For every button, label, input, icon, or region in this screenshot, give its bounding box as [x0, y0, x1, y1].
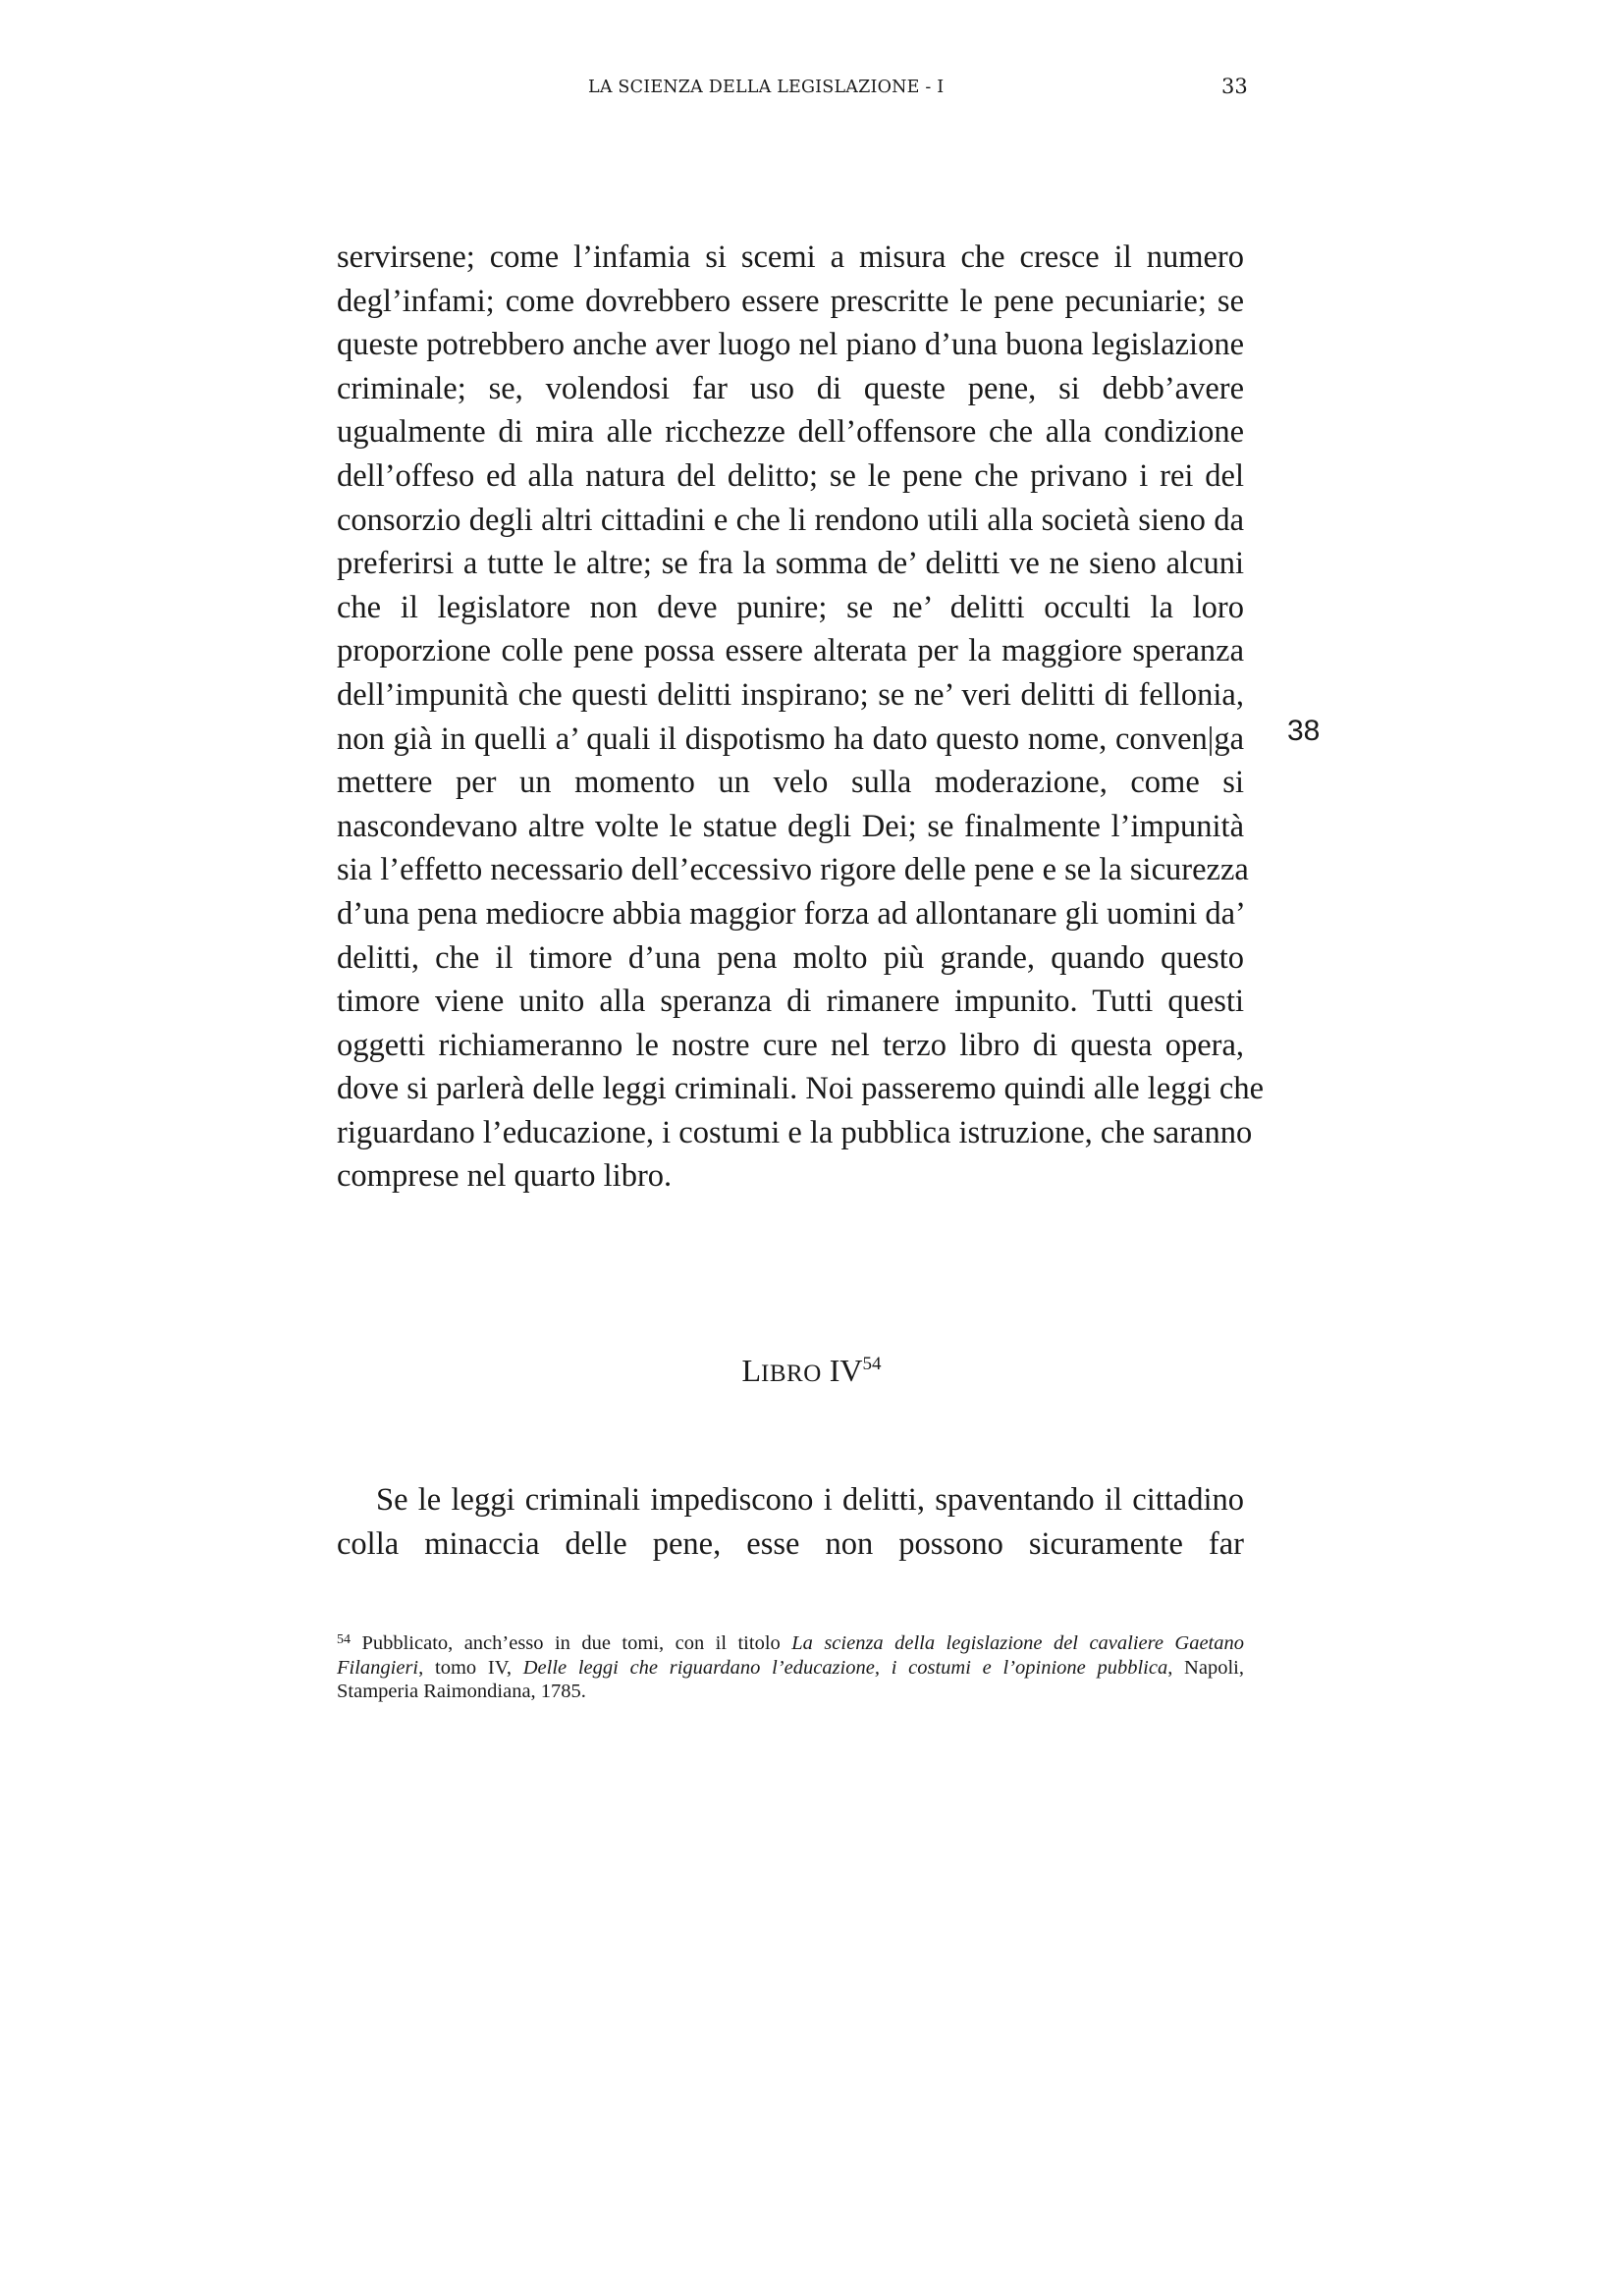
text-line: consorzio degli altri cittadini e che li rendono utili alla società sieno da	[337, 502, 1244, 538]
footnote-title: Delle leggi che riguardano l’educazione, i costumi e l’opinione pubblica	[522, 1656, 1168, 1679]
footnote-marker: 54	[337, 1632, 351, 1647]
page-number: 33	[1221, 75, 1248, 98]
text-line: sia l’effetto necessario dell’eccessivo rigore delle pene e se la sicurezza	[337, 852, 1249, 888]
footnote	[337, 1629, 1244, 1704]
text-line: ugualmente di mira alle ricchezze dell’offensore che alla condizione	[337, 414, 1244, 451]
footnote-line	[337, 1629, 1244, 1656]
text-line: dell’offeso ed alla natura del delitto; se le pene che privano i rei del	[337, 457, 1244, 494]
margin-page-reference: 38	[1287, 715, 1321, 747]
text-line: Se le leggi criminali impediscono i delitti, spaventando il cittadino	[376, 1482, 1244, 1518]
footnote-reference: 54	[862, 1354, 882, 1374]
text-line: queste potrebbero anche aver luogo nel piano d’una buona legislazione	[337, 327, 1244, 363]
text-line: oggetti richiameranno le nostre cure nel terzo libro di questa opera,	[337, 1027, 1244, 1063]
text-line: degl’infami; come dovrebbero essere prescritte le pene pecuniarie; se	[337, 283, 1244, 319]
text-line: preferirsi a tutte le altre; se fra la somma de’ delitti ve ne sieno alcuni	[337, 546, 1244, 582]
section-heading	[0, 1353, 1623, 1389]
main-paragraph	[337, 236, 1264, 1199]
footnote-title: La scienza della legislazione del cavaliere Gaetano	[791, 1632, 1244, 1654]
text-line: mettere per un momento un velo sulla moderazione, come si	[337, 765, 1244, 801]
heading-number: IV	[821, 1353, 863, 1388]
running-title: LA SCIENZA DELLA LEGISLAZIONE - I	[588, 78, 945, 97]
text-line: riguardano l’educazione, i costumi e la pubblica istruzione, che saranno	[337, 1114, 1253, 1150]
text-line: non già in quelli a’ quali il dispotismo ha dato questo nome, conven|ga	[337, 721, 1244, 757]
heading-small-caps: IBRO	[761, 1361, 822, 1387]
text-line: criminale; se, volendosi far uso di queste pene, si debb’avere	[337, 370, 1244, 406]
footnote-text: Pubblicato, anch’esso in due tomi, con il titolo	[351, 1632, 792, 1654]
footnote-line	[337, 1656, 1244, 1681]
text-line: dell’impunità che questi delitti inspirano; se ne’ veri delitti di fellonia,	[337, 676, 1244, 713]
text-line: nascondevano altre volte le statue degli Dei; se finalmente l’impunità	[337, 808, 1244, 844]
text-line: timore viene unito alla speranza di rimanere impunito. Tutti questi	[337, 984, 1244, 1020]
text-line: proporzione colle pene possa essere alterata per la maggiore speranza	[337, 633, 1244, 669]
text-line: colla minaccia delle pene, esse non possono sicuramente far	[337, 1525, 1244, 1562]
heading-initial: L	[741, 1353, 762, 1388]
text-line: d’una pena mediocre abbia maggior forza ad allontanare gli uomini da’	[337, 895, 1246, 932]
text-line: servirsene; come l’infamia si scemi a misura che cresce il numero	[337, 240, 1244, 275]
footnote-line: Stamperia Raimondiana, 1785.	[337, 1681, 586, 1702]
footnote-text: , tomo IV,	[418, 1656, 523, 1679]
text-line: comprese nel quarto libro.	[337, 1158, 673, 1195]
text-line: delitti, che il timore d’una pena molto più grande, quando questo	[337, 939, 1244, 976]
second-paragraph	[337, 1478, 1244, 1566]
text-line: che il legislatore non deve punire; se ne’ delitti occulti la loro	[337, 589, 1244, 625]
footnote-title: Filangieri	[337, 1656, 419, 1679]
text-line: dove si parlerà delle leggi criminali. Noi passeremo quindi alle leggi che	[337, 1071, 1264, 1107]
footnote-text: , Napoli,	[1167, 1656, 1244, 1679]
